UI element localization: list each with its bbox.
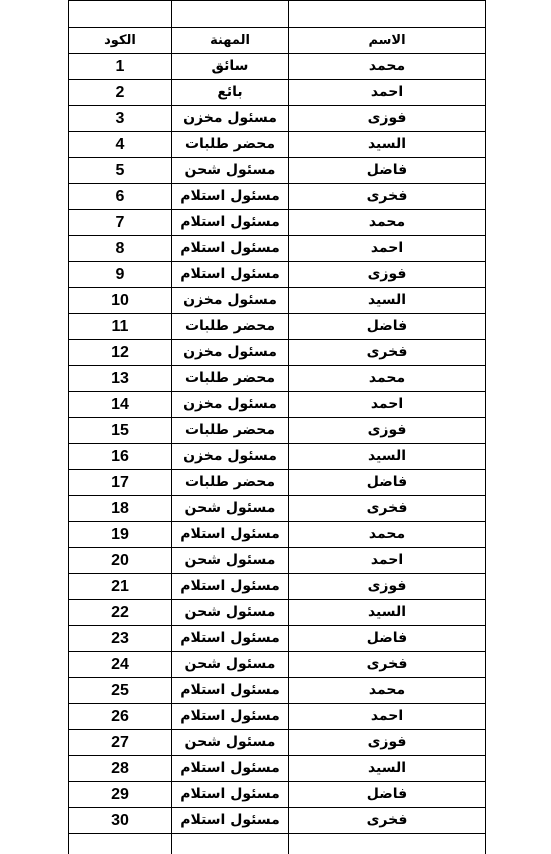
cell[interactable] <box>172 834 289 854</box>
cell-code[interactable]: 9 <box>69 262 172 288</box>
table-row <box>69 444 486 470</box>
table-row <box>69 704 486 730</box>
table-row <box>69 470 486 496</box>
table-row <box>69 522 486 548</box>
cell-job[interactable]: مسئول مخزن <box>172 106 289 132</box>
cell-job[interactable]: مسئول استلام <box>172 626 289 652</box>
cell-job[interactable]: مسئول استلام <box>172 236 289 262</box>
cell-code[interactable]: 14 <box>69 392 172 418</box>
table-row <box>69 314 486 340</box>
cell-name[interactable]: فخرى <box>289 496 486 522</box>
cell-code[interactable]: 28 <box>69 756 172 782</box>
table-row <box>69 782 486 808</box>
cell-job[interactable]: مسئول شحن <box>172 496 289 522</box>
header-job[interactable]: المهنة <box>172 28 289 54</box>
cell-code[interactable]: 30 <box>69 808 172 834</box>
cell-job[interactable]: محضر طلبات <box>172 314 289 340</box>
cell-job[interactable]: مسئول مخزن <box>172 288 289 314</box>
cell-code[interactable]: 17 <box>69 470 172 496</box>
cell-name[interactable]: السيد <box>289 756 486 782</box>
cell-job[interactable]: مسئول استلام <box>172 184 289 210</box>
cell-code[interactable]: 10 <box>69 288 172 314</box>
cell-code[interactable]: 5 <box>69 158 172 184</box>
table-row <box>69 548 486 574</box>
cell-name[interactable]: السيد <box>289 132 486 158</box>
cell-code[interactable]: 2 <box>69 80 172 106</box>
cell-name[interactable]: احمد <box>289 704 486 730</box>
cell-code[interactable]: 29 <box>69 782 172 808</box>
cell-job[interactable]: مسئول استلام <box>172 210 289 236</box>
header-row <box>69 28 486 54</box>
cell-job[interactable]: مسئول استلام <box>172 808 289 834</box>
cell-name[interactable]: احمد <box>289 80 486 106</box>
cell-job[interactable]: مسئول مخزن <box>172 340 289 366</box>
cell[interactable] <box>172 1 289 28</box>
table-row <box>69 756 486 782</box>
cell-code[interactable]: 7 <box>69 210 172 236</box>
cell-name[interactable]: السيد <box>289 444 486 470</box>
table-row <box>69 366 486 392</box>
cell-code[interactable]: 18 <box>69 496 172 522</box>
table-row <box>69 574 486 600</box>
header-code[interactable]: الكود <box>69 28 172 54</box>
cell[interactable] <box>69 1 172 28</box>
cell-name[interactable]: فاضل <box>289 626 486 652</box>
cell-name[interactable]: فاضل <box>289 470 486 496</box>
cell-job[interactable]: مسئول استلام <box>172 756 289 782</box>
spreadsheet <box>68 0 485 854</box>
cell-job[interactable]: سائق <box>172 54 289 80</box>
cell-code[interactable]: 4 <box>69 132 172 158</box>
table-row <box>69 678 486 704</box>
empty-row-top <box>69 1 486 28</box>
cell-code[interactable]: 20 <box>69 548 172 574</box>
table-row <box>69 496 486 522</box>
cell[interactable] <box>289 834 486 854</box>
cell-job[interactable]: محضر طلبات <box>172 418 289 444</box>
cell-name[interactable]: فاضل <box>289 782 486 808</box>
cell-code[interactable]: 11 <box>69 314 172 340</box>
cell-code[interactable]: 12 <box>69 340 172 366</box>
cell-job[interactable]: مسئول استلام <box>172 678 289 704</box>
table-row <box>69 808 486 834</box>
cell-name[interactable]: السيد <box>289 600 486 626</box>
cell-job[interactable]: مسئول استلام <box>172 574 289 600</box>
cell-job[interactable]: بائع <box>172 80 289 106</box>
cell-code[interactable]: 6 <box>69 184 172 210</box>
cell-code[interactable]: 26 <box>69 704 172 730</box>
cell-job[interactable]: مسئول استلام <box>172 704 289 730</box>
cell-job[interactable]: مسئول استلام <box>172 522 289 548</box>
empty-row-bottom <box>69 834 486 854</box>
cell-code[interactable]: 24 <box>69 652 172 678</box>
cell-code[interactable]: 15 <box>69 418 172 444</box>
cell-name[interactable]: فخرى <box>289 184 486 210</box>
cell-name[interactable]: فخرى <box>289 652 486 678</box>
cell-code[interactable]: 13 <box>69 366 172 392</box>
cell-name[interactable]: احمد <box>289 236 486 262</box>
cell-job[interactable]: مسئول مخزن <box>172 392 289 418</box>
cell-code[interactable]: 8 <box>69 236 172 262</box>
cell-code[interactable]: 27 <box>69 730 172 756</box>
table-row <box>69 626 486 652</box>
cell[interactable] <box>289 1 486 28</box>
cell-code[interactable]: 19 <box>69 522 172 548</box>
cell-job[interactable]: مسئول شحن <box>172 652 289 678</box>
cell-name[interactable]: فوزى <box>289 730 486 756</box>
table-row <box>69 236 486 262</box>
cell-name[interactable]: فخرى <box>289 808 486 834</box>
cell-name[interactable]: فوزى <box>289 106 486 132</box>
cell-job[interactable]: مسئول شحن <box>172 158 289 184</box>
cell-job[interactable]: مسئول مخزن <box>172 444 289 470</box>
cell-name[interactable]: محمد <box>289 54 486 80</box>
table-row <box>69 730 486 756</box>
cell-name[interactable]: احمد <box>289 548 486 574</box>
cell-name[interactable]: محمد <box>289 366 486 392</box>
cell-code[interactable]: 1 <box>69 54 172 80</box>
cell-name[interactable]: محمد <box>289 210 486 236</box>
cell-job[interactable]: محضر طلبات <box>172 366 289 392</box>
cell-code[interactable]: 22 <box>69 600 172 626</box>
cell-job[interactable]: مسئول شحن <box>172 730 289 756</box>
table-row <box>69 340 486 366</box>
table-row <box>69 600 486 626</box>
table-row <box>69 158 486 184</box>
cell-job[interactable]: مسئول استلام <box>172 782 289 808</box>
cell-name[interactable]: فاضل <box>289 314 486 340</box>
table-row <box>69 54 486 80</box>
cell-name[interactable]: فخرى <box>289 340 486 366</box>
table-row <box>69 418 486 444</box>
header-name[interactable]: الاسم <box>289 28 486 54</box>
cell[interactable] <box>69 834 172 854</box>
cell-code[interactable]: 16 <box>69 444 172 470</box>
table-row <box>69 652 486 678</box>
cell-name[interactable]: السيد <box>289 288 486 314</box>
table-row <box>69 132 486 158</box>
cell-code[interactable]: 21 <box>69 574 172 600</box>
cell-code[interactable]: 3 <box>69 106 172 132</box>
cell-name[interactable]: فوزى <box>289 262 486 288</box>
cell-job[interactable]: محضر طلبات <box>172 132 289 158</box>
table-row <box>69 106 486 132</box>
table-row <box>69 80 486 106</box>
cell-job[interactable]: مسئول استلام <box>172 262 289 288</box>
cell-name[interactable]: فوزى <box>289 574 486 600</box>
cell-code[interactable]: 23 <box>69 626 172 652</box>
table-row <box>69 262 486 288</box>
table-row <box>69 184 486 210</box>
cell-name[interactable]: محمد <box>289 678 486 704</box>
cell-code[interactable]: 25 <box>69 678 172 704</box>
cell-job[interactable]: محضر طلبات <box>172 470 289 496</box>
cell-name[interactable]: احمد <box>289 392 486 418</box>
cell-job[interactable]: مسئول شحن <box>172 548 289 574</box>
table-row <box>69 392 486 418</box>
table-row <box>69 210 486 236</box>
cell-name[interactable]: فوزى <box>289 418 486 444</box>
employees-table <box>68 0 486 854</box>
cell-name[interactable]: فاضل <box>289 158 486 184</box>
table-row <box>69 288 486 314</box>
cell-job[interactable]: مسئول شحن <box>172 600 289 626</box>
cell-name[interactable]: محمد <box>289 522 486 548</box>
